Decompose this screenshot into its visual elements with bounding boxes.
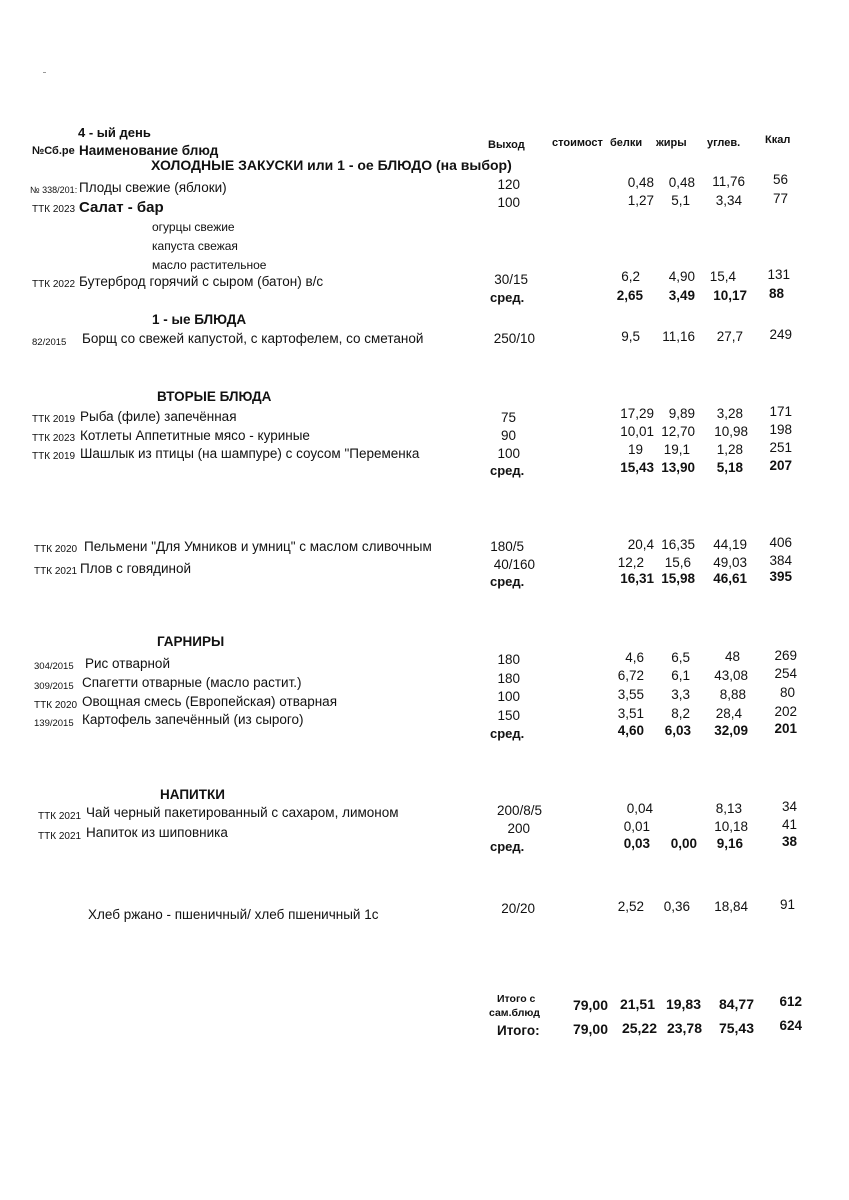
row-kcal: 34 — [781, 799, 797, 814]
row-code: ТТК 2019 — [32, 451, 76, 462]
row-name: Плов с говядиной — [80, 561, 192, 576]
row-kcal: 406 — [769, 535, 792, 550]
day-title: 4 - ый день — [78, 125, 151, 140]
avg-carbs: 5,18 — [716, 460, 743, 475]
row-protein: 3,55 — [617, 687, 644, 702]
row-code: ТТК 2022 — [32, 279, 76, 290]
row-code: № 338/201: — [30, 185, 78, 195]
avg-carbs: 32,09 — [714, 723, 748, 738]
total-all-protein: 25,22 — [621, 1020, 657, 1036]
avg-carbs: 10,17 — [713, 288, 747, 303]
avg-protein: 0,03 — [623, 836, 650, 851]
avg-label: сред. — [490, 290, 525, 305]
row-code: ТТК 2019 — [32, 414, 76, 425]
row-fat: 6,5 — [671, 650, 690, 665]
row-carbs: 8,13 — [715, 801, 742, 816]
row-kcal: 77 — [772, 191, 788, 206]
avg-fat: 6,03 — [664, 723, 691, 738]
avg-protein: 2,65 — [616, 288, 643, 303]
total-self-protein: 21,51 — [619, 996, 655, 1012]
row-kcal: 384 — [769, 553, 792, 568]
salad-item: огурцы свежие — [152, 220, 235, 234]
row-protein: 3,51 — [617, 706, 644, 721]
row-kcal: 80 — [779, 685, 795, 700]
row-protein: 0,48 — [627, 175, 654, 190]
header-cost: стоимост — [552, 137, 603, 149]
row-yield: 100 — [497, 446, 520, 461]
avg-protein: 4,60 — [617, 723, 644, 738]
row-fat: 8,2 — [671, 706, 690, 721]
row-protein: 0,04 — [626, 801, 653, 816]
row-carbs: 48 — [724, 649, 740, 664]
row-fat: 9,89 — [668, 406, 695, 421]
avg-fat: 3,49 — [668, 288, 695, 303]
row-yield: 120 — [497, 177, 520, 192]
row-name: Овощная смесь (Европейская) отварная — [82, 694, 338, 709]
section-title-sides: ГАРНИРЫ — [157, 634, 225, 649]
section-title-first: 1 - ые БЛЮДА — [152, 312, 247, 327]
row-protein: 10,01 — [620, 424, 654, 439]
row-kcal: 198 — [769, 422, 792, 437]
avg-fat: 13,90 — [661, 460, 695, 475]
row-protein: 12,2 — [617, 555, 644, 570]
row-protein: 6,2 — [621, 269, 640, 284]
total-all-kcal: 624 — [779, 1018, 802, 1033]
row-code: ТТК 2021 — [38, 831, 82, 842]
avg-kcal: 38 — [781, 834, 797, 849]
row-name: Котлеты Аппетитные мясо - куриные — [80, 428, 310, 443]
header-carbs: углев. — [707, 137, 741, 149]
row-name: Чай черный пакетированный с сахаром, лимоном — [86, 805, 399, 820]
row-fat: 5,1 — [671, 193, 690, 208]
bread-kcal: 91 — [779, 897, 795, 912]
salad-item: капуста свежая — [152, 239, 238, 253]
row-carbs: 44,19 — [713, 537, 747, 552]
row-code: ТТК 2023 — [32, 204, 76, 215]
row-name: Рис отварной — [85, 656, 170, 671]
row-name: Плоды свежие (яблоки) — [79, 180, 227, 195]
row-yield: 150 — [497, 708, 520, 723]
row-carbs: 43,08 — [714, 668, 748, 683]
row-yield: 30/15 — [494, 272, 528, 287]
row-kcal: 41 — [781, 817, 797, 832]
row-kcal: 251 — [769, 440, 792, 455]
header-yield: Выход — [488, 139, 525, 151]
row-carbs: 1,28 — [716, 442, 743, 457]
salad-item: масло растительное — [152, 258, 267, 272]
avg-label: сред. — [490, 726, 525, 741]
avg-kcal: 207 — [769, 458, 792, 473]
bread-fat: 0,36 — [663, 899, 690, 914]
row-protein: 17,29 — [620, 406, 654, 421]
avg-protein: 15,43 — [620, 460, 654, 475]
total-self-fat: 19,83 — [665, 996, 701, 1012]
row-code: 82/2015 — [32, 337, 67, 348]
total-all-label: Итого: — [497, 1023, 540, 1038]
row-carbs: 27,7 — [716, 329, 743, 344]
row-protein: 19 — [627, 442, 643, 457]
section-title-cold: ХОЛОДНЫЕ ЗАКУСКИ или 1 - ое БЛЮДО (на выбор) — [151, 157, 512, 173]
row-code: ТТК 2021 — [38, 811, 82, 822]
row-protein: 9,5 — [621, 329, 640, 344]
row-name: Пельмени "Для Умников и умниц" с маслом сливочным — [84, 539, 432, 554]
avg-label: сред. — [490, 839, 525, 854]
row-carbs: 3,28 — [716, 406, 743, 421]
row-name: Шашлык из птицы (на шампуре) с соусом "Переменка — [80, 446, 420, 461]
row-yield: 180/5 — [490, 539, 524, 554]
total-self-label-1: Итого с — [497, 993, 536, 1005]
row-yield: 180 — [497, 652, 520, 667]
row-carbs: 10,18 — [714, 819, 748, 834]
row-carbs: 49,03 — [713, 555, 747, 570]
header-protein: белки — [610, 137, 643, 149]
row-protein: 20,4 — [627, 537, 654, 552]
row-code: ТТК 2023 — [32, 433, 76, 444]
row-name: Картофель запечённый (из сырого) — [82, 712, 304, 727]
header-name: Наименование блюд — [79, 143, 219, 158]
row-protein: 6,72 — [617, 668, 644, 683]
row-yield: 75 — [500, 410, 516, 425]
row-fat: 15,6 — [664, 555, 691, 570]
bread-name: Хлеб ржано - пшеничный/ хлеб пшеничный 1с — [88, 907, 379, 922]
bread-yield: 20/20 — [501, 901, 535, 916]
row-carbs: 15,4 — [709, 269, 736, 284]
row-fat: 11,16 — [662, 329, 695, 344]
avg-label: сред. — [490, 463, 525, 478]
row-fat: 6,1 — [671, 668, 690, 683]
row-code: 304/2015 — [34, 661, 74, 672]
row-yield: 100 — [497, 689, 520, 704]
header-code: №Сб.ре — [32, 145, 75, 157]
row-kcal: 131 — [767, 267, 790, 282]
row-kcal: 171 — [769, 404, 792, 419]
header-kcal: Ккал — [765, 134, 791, 146]
avg-protein: 16,31 — [620, 571, 654, 586]
total-all-carbs: 75,43 — [718, 1020, 754, 1036]
total-all-cost: 79,00 — [572, 1021, 608, 1037]
row-yield: 250/10 — [493, 331, 535, 346]
scan-speck — [43, 72, 46, 73]
row-name: Борщ со свежей капустой, с картофелем, со сметаной — [82, 331, 424, 346]
avg-fat: 15,98 — [661, 571, 695, 586]
avg-label: сред. — [490, 574, 525, 589]
row-kcal: 56 — [772, 172, 788, 187]
row-carbs: 8,88 — [719, 687, 746, 702]
row-name: Спагетти отварные (масло растит.) — [82, 675, 302, 690]
row-code: ТТК 2020 — [34, 700, 78, 711]
row-fat: 4,90 — [668, 269, 695, 284]
avg-carbs: 46,61 — [713, 571, 747, 586]
total-all-fat: 23,78 — [666, 1020, 702, 1036]
row-fat: 0,48 — [668, 175, 695, 190]
avg-kcal: 201 — [774, 721, 797, 736]
row-yield: 200 — [507, 821, 530, 836]
row-protein: 0,01 — [623, 819, 650, 834]
row-code: 139/2015 — [34, 718, 74, 729]
row-code: ТТК 2020 — [34, 544, 78, 555]
bread-protein: 2,52 — [617, 899, 644, 914]
row-carbs: 28,4 — [715, 706, 742, 721]
row-kcal: 269 — [774, 648, 797, 663]
header-fat: жиры — [656, 137, 687, 149]
section-title-drinks: НАПИТКИ — [160, 787, 225, 802]
total-self-kcal: 612 — [779, 994, 802, 1009]
row-fat: 19,1 — [663, 442, 690, 457]
row-protein: 1,27 — [627, 193, 654, 208]
section-title-second: ВТОРЫЕ БЛЮДА — [157, 389, 272, 404]
row-code: 309/2015 — [34, 681, 74, 692]
row-yield: 40/160 — [493, 557, 535, 572]
row-fat: 16,35 — [661, 537, 695, 552]
row-name: Салат - бар — [79, 199, 164, 216]
row-carbs: 10,98 — [714, 424, 748, 439]
total-self-cost: 79,00 — [572, 997, 608, 1013]
row-name: Рыба (филе) запечённая — [80, 409, 237, 424]
avg-fat: 0,00 — [670, 836, 697, 851]
row-carbs: 3,34 — [715, 193, 742, 208]
row-yield: 200/8/5 — [496, 803, 542, 818]
avg-carbs: 9,16 — [716, 836, 743, 851]
row-carbs: 11,76 — [712, 174, 745, 189]
row-code: ТТК 2021 — [34, 566, 78, 577]
bread-carbs: 18,84 — [714, 899, 748, 914]
total-self-label-2: сам.блюд — [489, 1007, 540, 1019]
row-yield: 90 — [500, 428, 516, 443]
total-self-carbs: 84,77 — [718, 996, 754, 1012]
row-fat: 3,3 — [671, 687, 690, 702]
row-name: Бутерброд горячий с сыром (батон) в/с — [79, 274, 324, 289]
avg-kcal: 88 — [768, 286, 784, 301]
row-kcal: 254 — [774, 666, 797, 681]
row-kcal: 249 — [769, 327, 792, 342]
row-kcal: 202 — [774, 704, 797, 719]
row-protein: 4,6 — [625, 650, 644, 665]
row-fat: 12,70 — [661, 424, 695, 439]
row-yield: 100 — [497, 195, 520, 210]
row-yield: 180 — [497, 671, 520, 686]
avg-kcal: 395 — [769, 569, 792, 584]
row-name: Напиток из шиповника — [86, 825, 228, 840]
